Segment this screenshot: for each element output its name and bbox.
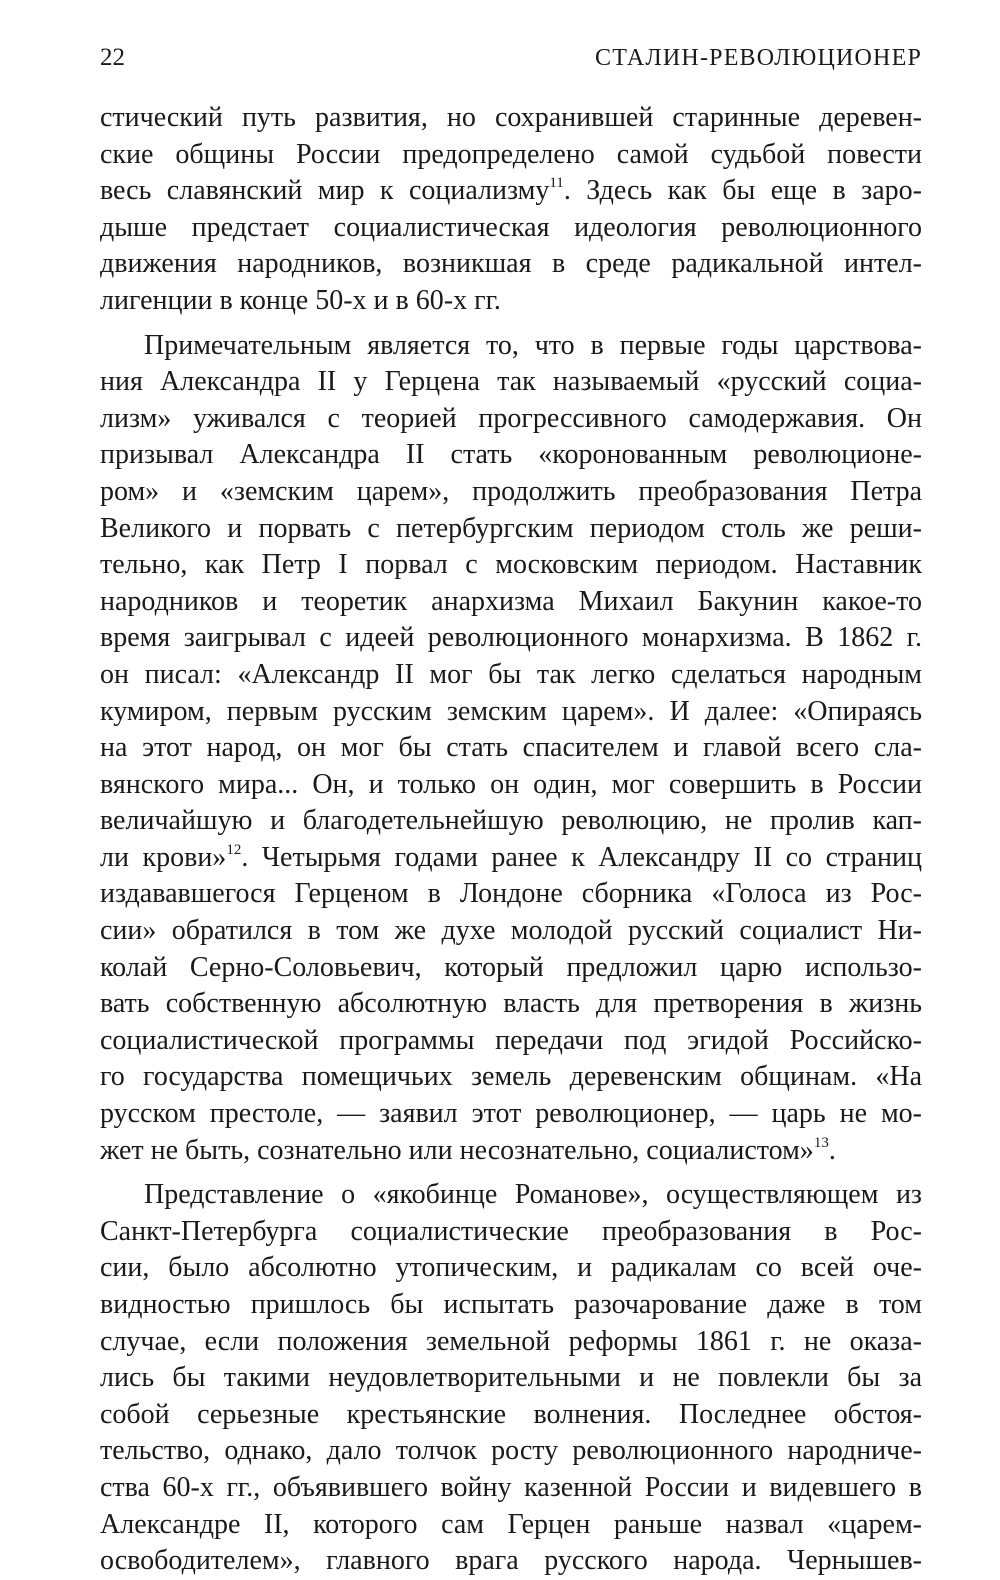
text-line	[100, 1324, 922, 1361]
text-line	[100, 1059, 922, 1096]
text-line	[100, 1250, 922, 1287]
running-head	[100, 40, 922, 76]
line-text: ства 60-х гг., объявившего войну казенной России и видевшего в	[100, 1471, 922, 1503]
footnote-ref: 11	[549, 175, 564, 192]
text-line	[100, 657, 922, 694]
text-line	[100, 730, 922, 767]
text-line	[100, 986, 922, 1023]
page-number: 22	[100, 44, 125, 71]
text-line	[100, 913, 922, 950]
text-line	[100, 1287, 922, 1324]
line-text: видностью пришлось бы испытать разочарование даже в том	[100, 1289, 922, 1320]
text-line	[100, 1023, 922, 1060]
text-line	[100, 1360, 922, 1397]
line-text-after-note: . Здесь как бы еще в заро-	[563, 175, 922, 207]
text-line	[100, 364, 922, 401]
text-line	[100, 511, 922, 548]
text-line	[100, 1177, 922, 1214]
text-line	[100, 210, 922, 247]
text-line	[100, 694, 922, 731]
footnote-ref: 12	[226, 841, 242, 858]
line-text: собой серьезные крестьянские волнения. Последнее обстоя-	[100, 1398, 922, 1430]
text-line	[100, 1096, 922, 1133]
line-text: призывал Александра II стать «коронованным революционе-	[100, 439, 922, 471]
text-line	[100, 328, 922, 365]
line-text: колай Серно-Соловьевич, который предложил царю использо-	[100, 951, 922, 983]
line-text: движения народников, возникшая в среде радикальной интел-	[100, 248, 922, 280]
text-line	[100, 876, 922, 913]
line-text: тельно, как Петр I порвал с московским периодом. Наставник	[100, 549, 922, 581]
text-line	[100, 584, 922, 621]
text-line	[100, 283, 922, 320]
line-text: лись бы такими неудовлетворительными и не повлекли бы за	[100, 1362, 922, 1394]
text-line	[100, 137, 922, 174]
line-text: ские общины России предопределено самой судьбой повести	[100, 138, 922, 170]
line-text: случае, если положения земельной реформы 1861 г. не оказа-	[100, 1325, 922, 1357]
line-text: русском престоле, — заявил этот революционер, — царь не мо-	[100, 1098, 922, 1130]
text-line	[100, 401, 922, 438]
text-line	[100, 950, 922, 987]
line-text: Александре II, которого сам Герцен раньше назвал «царем-	[100, 1508, 922, 1540]
text-line	[100, 547, 922, 584]
text-line	[100, 474, 922, 511]
line-text: дыше предстает социалистическая идеология революционного	[100, 211, 922, 243]
text-line	[100, 1397, 922, 1434]
line-text: освободителем», главного врага русского народа. Чернышев-	[100, 1545, 922, 1577]
line-text: кумиром, первым русским земским царем». И далее: «Опираясь	[100, 695, 922, 727]
text-line	[100, 437, 922, 474]
text-line	[100, 1133, 922, 1170]
line-text-after-note: .	[828, 1134, 836, 1166]
line-text-after-note: . Четырьмя годами ранее к Александру II со страниц	[241, 841, 922, 873]
line-text: сии» обратился в том же духе молодой русский социалист Ни-	[100, 915, 922, 947]
line-text: вать собственную абсолютную власть для претворения в жизнь	[100, 988, 922, 1020]
line-text: народников и теоретик анархизма Михаил Бакунин какое-то	[100, 585, 922, 617]
line-text: жет не быть, сознательно или несознательно, социалистом»	[100, 1134, 814, 1166]
text-line	[100, 1433, 922, 1470]
line-text: ния Александра II у Герцена так называемый «русский социа-	[100, 366, 922, 398]
line-text: сии, было абсолютно утопическим, и радикалам со всей оче-	[100, 1252, 922, 1284]
line-text: величайшую и благодетельнейшую революцию, не пролив кап-	[100, 805, 922, 837]
line-text: ли крови»	[100, 841, 227, 873]
line-text: лигенции в конце 50-х и в 60-х гг.	[100, 284, 501, 316]
line-text: весь славянский мир к социализму	[100, 175, 550, 207]
line-text: он писал: «Александр II мог бы так легко сделаться народным	[100, 658, 922, 690]
text-line	[100, 803, 922, 840]
line-text: время заигрывал с идеей революционного монархизма. В 1862 г.	[100, 622, 922, 654]
text-line	[100, 100, 922, 137]
line-text: социалистической программы передачи под эгидой Российско-	[100, 1024, 922, 1056]
text-line	[100, 767, 922, 804]
book-title: СТАЛИН-РЕВОЛЮЦИОНЕР	[595, 45, 922, 71]
footnote-ref: 13	[813, 1134, 829, 1151]
line-text: Примечательным является то, что в первые годы царствова-	[144, 329, 922, 361]
line-text: Санкт-Петербурга социалистические преобразования в Рос-	[100, 1215, 922, 1247]
line-text: Представление о «якобинце Романове», осуществляющем из	[144, 1179, 922, 1211]
line-text: Великого и порвать с петербургским периодом столь же реши-	[100, 512, 922, 544]
line-text: ром» и «земским царем», продолжить преобразования Петра	[100, 475, 922, 507]
text-line	[100, 246, 922, 283]
line-text: стический путь развития, но сохранившей старинные деревен-	[100, 102, 922, 133]
text-line	[100, 840, 922, 877]
text-line	[100, 1507, 922, 1544]
body-text	[100, 100, 922, 1580]
line-text: го государства помещичьих земель деревенским общинам. «На	[100, 1061, 922, 1093]
line-text: на этот народ, он мог бы стать спасителем и главой всего сла-	[100, 732, 922, 764]
text-line	[100, 1470, 922, 1507]
line-text: издававшегося Герценом в Лондоне сборника «Голоса из Рос-	[100, 878, 922, 910]
line-text: вянского мира... Он, и только он один, мог совершить в России	[100, 768, 922, 800]
text-line	[100, 1214, 922, 1251]
text-line	[100, 1543, 922, 1580]
line-text: лизм» уживался с теорией прогрессивного самодержавия. Он	[100, 402, 922, 434]
text-line	[100, 620, 922, 657]
text-line	[100, 173, 922, 210]
line-text: тельство, однако, дало толчок росту революционного народниче-	[100, 1435, 922, 1467]
